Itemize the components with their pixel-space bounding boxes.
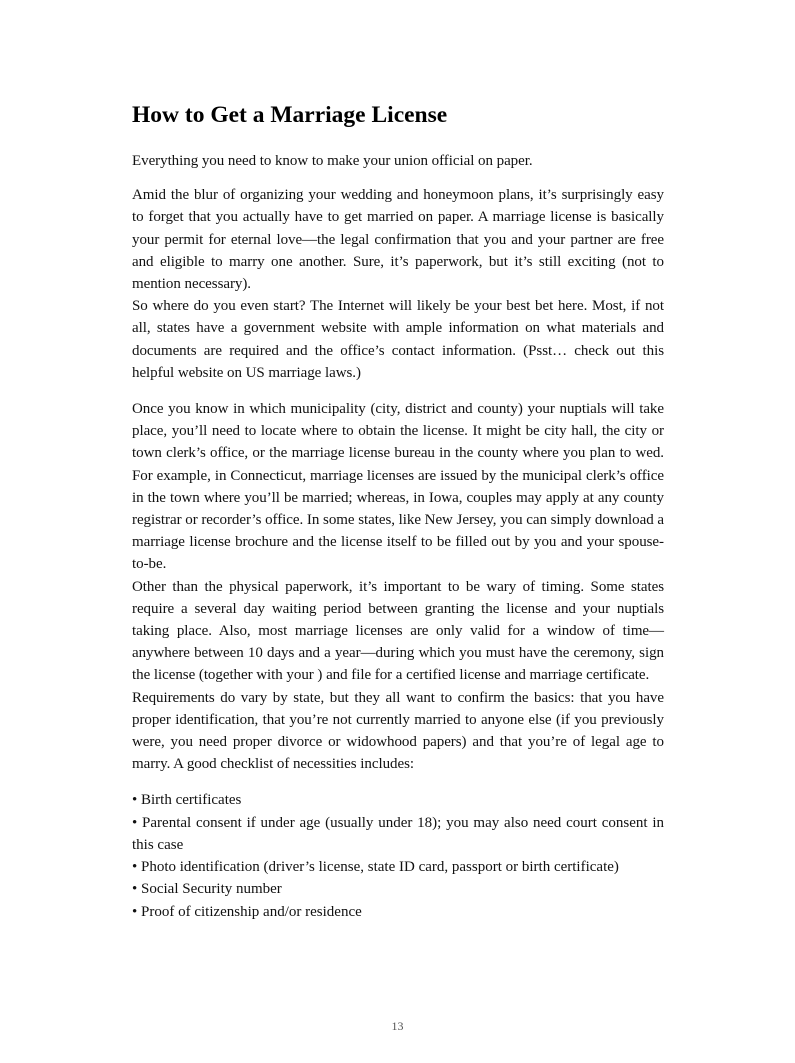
list-item: • Photo identification (driver’s license, state ID card, passport or birth certificate) bbox=[132, 859, 619, 876]
paragraph-municipality: Once you know in which municipality (city, district and county) your nuptials will take place, you’ll need to locate where to obtain the license. It might be city hall, the city or town clerk’s office, or the marriage license bureau in the county where you plan to wed. For example, in Connecticut, marriage licenses are issued by the municipal clerk’s office in the town where you’ll be married; whereas, in Iowa, couples may apply at any county registrar or recorder’s office. In some states, like New Jersey, you can simply download a marriage license brochure and the license itself to be filled out by you and your spouse-to-be. bbox=[132, 401, 664, 573]
list-item: • Parental consent if under age (usually under 18); you may also need court consent in this case bbox=[132, 814, 664, 853]
list-item: • Birth certificates bbox=[132, 792, 242, 809]
document-page bbox=[132, 98, 664, 923]
paragraph-timing: Other than the physical paperwork, it’s important to be wary of timing. Some states require a several day waiting period between granting the license and your nuptials taking place. Also, most marriage licenses are only valid for a window of time—anywhere between 10 days and a year—during which you must have the ceremony, sign the license (together with your ) and file for a certified license and marriage certificate. bbox=[132, 578, 664, 684]
page-number: 13 bbox=[391, 1019, 404, 1033]
paragraph-where-to-start: So where do you even start? The Internet will likely be your best bet here. Most, if not all, states have a government website with ample information on what materials and documents are required and the office’s contact information. (Psst… check out this helpful website on US marriage laws.) bbox=[132, 298, 664, 381]
paragraph-requirements: Requirements do vary by state, but they all want to confirm the basics: that you have proper identification, that you’re not currently married to anyone else (if you previously were, you need proper divorce or widowhood papers) and that you’re of legal age to marry. A good checklist of necessities includes: bbox=[132, 689, 664, 773]
paragraph-intro: Amid the blur of organizing your wedding and honeymoon plans, it’s surprisingly easy to forget that you actually have to get married on paper. A marriage license is basically your permit for eternal love—the legal confirmation that you and your partner are free and eligible to marry one another. Sure, it’s paperwork, but it’s still exciting (not to mention necessary). bbox=[132, 187, 664, 293]
document-subtitle: Everything you need to know to make your union official on paper. bbox=[132, 153, 533, 169]
list-item: • Social Security number bbox=[132, 881, 282, 898]
list-item: • Proof of citizenship and/or residence bbox=[132, 903, 362, 920]
necessities-checklist bbox=[132, 789, 664, 922]
document-title: How to Get a Marriage License bbox=[132, 102, 448, 128]
